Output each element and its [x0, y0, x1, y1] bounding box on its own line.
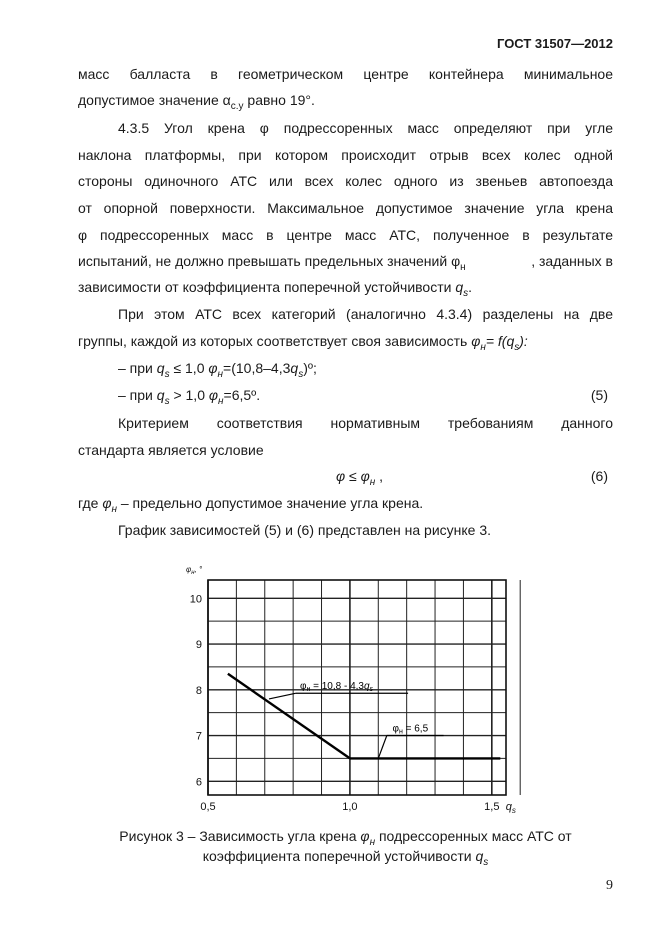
para3-line1: При этом АТС всех категорий (аналогично 4.3.4) разделены на две [118, 306, 613, 322]
para4-line2: стандарта является условие [78, 442, 264, 458]
where-clause: где $\varphi_н$ – предельно допустимое значение угла крена. [78, 495, 424, 515]
para2-line2: наклона платформы, при котором происходит отрыв всех колес одной [78, 147, 613, 163]
figure-3-chart [170, 558, 515, 818]
y-axis-label: $\varphi_н$, ° [186, 565, 203, 576]
para3-line2: группы, каждой из которых соответствует своя зависимость $\varphi_н= f(q_s)$: [78, 333, 528, 353]
y-tick-label: 9 [195, 639, 202, 652]
annotation-label-1: $\varphi_н = 10,8 - 4,3q_s$ [299, 681, 374, 694]
para4-line1: Критерием соответствия нормативным требованиям данного [118, 415, 613, 431]
para1-line1: масс балласта в геометрическом центре контейнера минимальное [78, 66, 613, 82]
equation-number-5: (5) [590, 387, 608, 403]
annotation-label-2: $\varphi_н = 6,5$ [392, 723, 429, 736]
para2-line1: 4.3.5 Угол крена φ подрессоренных масс определяют при угле [118, 120, 613, 136]
y-tick-label: 7 [195, 730, 202, 743]
y-tick-label: 8 [195, 684, 202, 697]
para2-line6: испытаний, не должно превышать предельных значений $\varphi_н$ , заданных в [78, 253, 613, 273]
condition-1: – при $q_s \le 1,0$ $\varphi_н=(10,8-4,3q_s)º$; [118, 360, 317, 380]
y-tick-label: 6 [195, 776, 202, 789]
page-number: 9 [606, 878, 613, 893]
y-tick-label: 10 [189, 593, 202, 606]
para2-line7: зависимости от коэффициента поперечной устойчивости $q_s$. [78, 279, 473, 299]
document-header: ГОСТ 31507—2012 [497, 36, 613, 51]
para2-line4: от опорной поверхности. Максимальное допустимое значение угла крена [78, 200, 613, 216]
x-tick-label: 0,5 [200, 801, 216, 813]
condition-2: – при $q_s > 1,0$ $\varphi_н=6,5º$. (5) [118, 387, 608, 407]
x-tick-label: 1,5 [484, 801, 500, 813]
para1-line2: допустимое значение $\alpha_{с.у}$ равно 19°. [78, 92, 315, 112]
x-axis-label: $q_s$ [505, 801, 516, 815]
figure-caption-line2: коэффициента поперечной устойчивости $q_s$ [202, 848, 489, 868]
para2-line3: стороны одиночного АТС или всех колес одного из звеньев автопоезда [78, 173, 613, 189]
para5: График зависимостей (5) и (6) представлен на рисунке 3. [118, 522, 492, 538]
equation-number-6: (6) [590, 468, 608, 484]
annotation-leader-1 [269, 693, 296, 699]
figure-caption-line1: Рисунок 3 – Зависимость угла крена $\varphi_н$ подрессоренных масс АТС от [119, 828, 572, 848]
annotation-leader-2 [378, 736, 387, 759]
para2-line5: φ подрессоренных масс в центре масс АТС, полученное в результате [78, 227, 613, 243]
x-tick-label: 1,0 [342, 801, 358, 813]
